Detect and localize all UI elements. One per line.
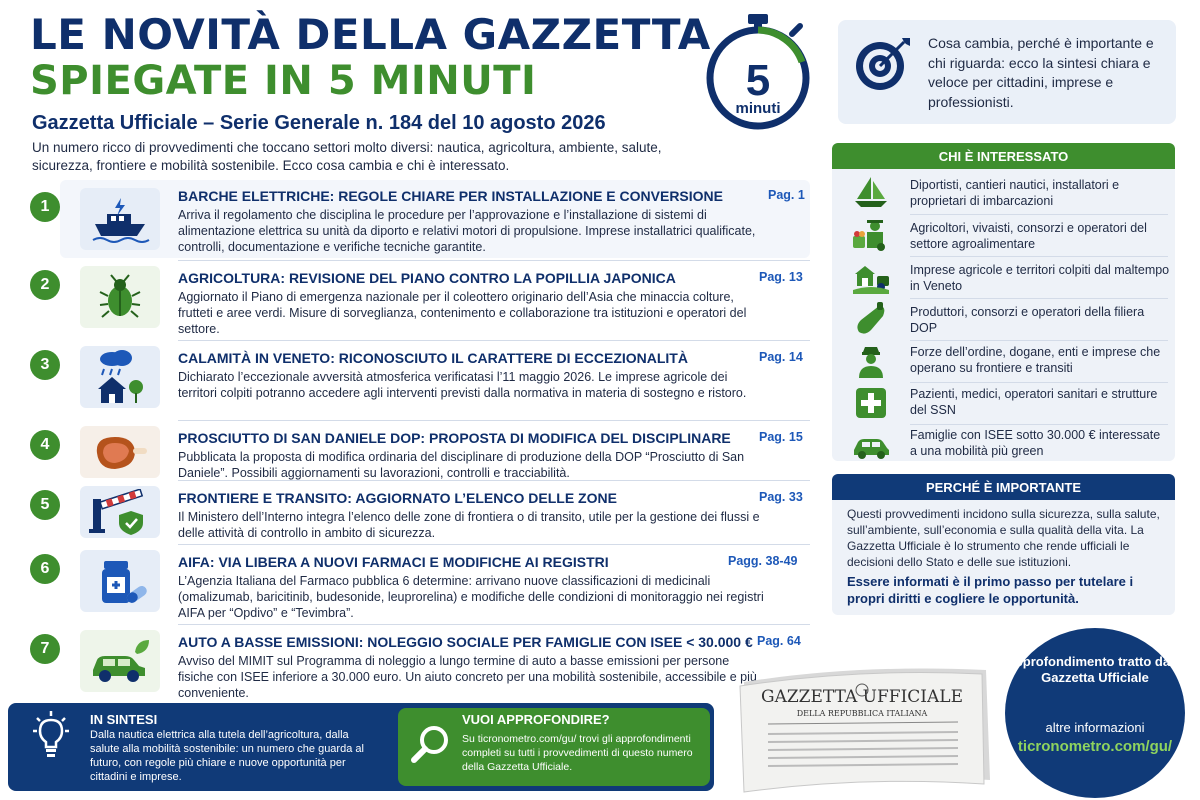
importance-text: Questi provvedimenti incidono sulla sicurezza, sulla salute, sull’ambiente, sull’economia e sulla qualità della vita. La Gazzetta Ufficiale è lo strumento che rende ufficiali le decisioni dello Stato e delle sue istituzioni. [847, 507, 1160, 569]
divider [178, 340, 810, 341]
importance-highlight: Essere informati è il primo passo per tutelare i propri diritti e cogliere le opportunità. [847, 574, 1134, 606]
item-description: Aggiornato il Piano di emergenza nazionale per il coleottero originario dell’Asia che minaccia colture, frutteti e aree verdi. Misure di sorveglianza, contenimento e collaborazione tra istituzioni e operatori del settore. [178, 290, 747, 336]
item-number: 4 [30, 430, 60, 460]
list-item [30, 424, 810, 482]
newspaper-image [738, 660, 998, 795]
audience-item [832, 340, 1175, 380]
medical-cross-icon [850, 385, 892, 421]
learn-more-text[interactable]: Su ticronometro.com/gu/ trovi gli approfondimenti completi su tutti i provvedimenti di questo numero della Gazzetta Ufficiale. [462, 733, 693, 773]
main-title-line2: SPIEGATE IN 5 MINUTI [30, 58, 537, 104]
farm-icon [850, 259, 892, 295]
item-number: 6 [30, 554, 60, 584]
item-description: Dichiarato l’eccezionale avversità atmosferica verificatasi l’11 maggio 2026. Le imprese agricole dei territori colpiti potranno accedere agli interventi previsti dalla normativa in materia di sostegno e ristoro. [178, 370, 747, 400]
list-item [30, 344, 810, 418]
storm-house-icon [80, 346, 160, 408]
item-number: 3 [30, 350, 60, 380]
ham-icon [80, 426, 160, 478]
item-page-link[interactable]: Pag. 15 [759, 430, 803, 444]
divider [178, 624, 810, 625]
audience-text: Forze dell’ordine, dogane, enti e imprese che operano su frontiere e transiti [910, 345, 1161, 375]
divider [910, 340, 1168, 341]
item-number: 2 [30, 270, 60, 300]
audience-text: Pazienti, medici, operatori sanitari e strutture del SSN [910, 387, 1158, 417]
summary-title: IN SINTESI [90, 712, 158, 727]
car-icon [850, 427, 892, 463]
item-description: Il Ministero dell’Interno integra l’elenco delle zone di frontiera o di transito, utile per la gestione dei flussi e delle attività di controllo in ambito di sicurezza. [178, 510, 760, 540]
intro-text: Un numero ricco di provvedimenti che toccano settori molto diversi: nautica, agricoltura, ambiente, salute, sicurezza, frontiere e mobilità sostenibile. Ecco cosa cambia e chi è interessato. [32, 140, 662, 173]
audience-item [832, 382, 1175, 422]
item-title: AUTO A BASSE EMISSIONI: NOLEGGIO SOCIALE PER FAMIGLIE CON ISEE < 30.000 € [178, 634, 753, 650]
item-page-link[interactable]: Pagg. 38-49 [728, 554, 798, 568]
item-description: Avviso del MIMIT sul Programma di noleggio a lungo termine di auto a basse emissioni per persone fisiche con ISEE inferiore a 30.000 euro. Un aiuto concreto per una mobilità sostenibile, accessibile e più conveniente. [178, 654, 757, 700]
issue-subtitle: Gazzetta Ufficiale – Serie Generale n. 184 del 10 agosto 2026 [32, 112, 606, 134]
divider [910, 424, 1168, 425]
website-link[interactable]: ticronometro.com/gu/ [1017, 738, 1173, 755]
item-page-link[interactable]: Pag. 14 [759, 350, 803, 364]
audience-text: Imprese agricole e territori colpiti dal maltempo in Veneto [910, 263, 1170, 293]
list-item [30, 630, 810, 700]
newspaper-masthead: GAZZETTA UFFICIALE [761, 687, 963, 707]
audience-text: Famiglie con ISEE sotto 30.000 € interessate a una mobilità più green [910, 428, 1161, 458]
main-title-line1: LE NOVITÀ DELLA GAZZETTA [30, 10, 711, 59]
intro-box-text: Cosa cambia, perché è importante e chi riguarda: ecco la sintesi chiara e veloce per cittadini, imprese e professionisti. [928, 35, 1154, 110]
summary-text: Dalla nautica elettrica alla tutela dell’agricoltura, dalla salute alla mobilità sostenibile: un numero che guarda al futuro, con regole più chiare e nuove opportunità per cittadini e imprese. [90, 729, 364, 783]
divider [910, 256, 1168, 257]
divider [178, 260, 810, 261]
list-item [30, 486, 810, 542]
item-title: AGRICOLTURA: REVISIONE DEL PIANO CONTRO LA POPILLIA JAPONICA [178, 270, 676, 286]
more-info-label: altre informazioni [1045, 720, 1145, 735]
item-number: 5 [30, 490, 60, 520]
medicine-icon [80, 550, 160, 612]
learn-more-title: VUOI APPROFONDIRE? [462, 712, 610, 727]
list-item [30, 180, 810, 258]
audience-item [832, 256, 1175, 296]
audience-item [832, 214, 1175, 254]
audience-text: Agricoltori, vivaisti, consorzi e operatori del settore agroalimentare [910, 221, 1147, 251]
barrier-shield-icon [80, 486, 160, 538]
item-title: CALAMITÀ IN VENETO: RICONOSCIUTO IL CARATTERE DI ECCEZIONALITÀ [178, 350, 688, 366]
audience-item [832, 298, 1175, 338]
divider [178, 544, 810, 545]
stopwatch-unit: minuti [735, 100, 781, 117]
item-number: 7 [30, 634, 60, 664]
lightbulb-icon [28, 710, 74, 760]
search-icon [406, 720, 456, 770]
item-page-link[interactable]: Pag. 13 [759, 270, 803, 284]
item-title: PROSCIUTTO DI SAN DANIELE DOP: PROPOSTA DI MODIFICA DEL DISCIPLINARE [178, 430, 731, 446]
item-number: 1 [30, 192, 60, 222]
divider [178, 420, 810, 421]
item-page-link[interactable]: Pag. 64 [757, 634, 801, 648]
item-description: L’Agenzia Italiana del Farmaco pubblica 6 determine: arrivano nuove classificazioni di medicinali (omalizumab, baricitinib, budesonide, leuprorelina) e modifiche delle condizioni di monitoraggio nei registri AIFA per “Opdivo” e “Tevimbra”. [178, 574, 764, 620]
newspaper-subtitle: DELLA REPUBBLICA ITALIANA [796, 709, 928, 718]
audience-panel-title: CHI È INTERESSATO [832, 143, 1175, 169]
importance-panel-title: PERCHÉ È IMPORTANTE [832, 474, 1175, 500]
sailboat-icon [850, 174, 892, 210]
divider [910, 214, 1168, 215]
divider [910, 298, 1168, 299]
target-icon [852, 34, 914, 96]
audience-item [832, 172, 1175, 212]
item-title: AIFA: VIA LIBERA A NUOVI FARMACI E MODIFICHE AI REGISTRI [178, 554, 609, 570]
item-page-link[interactable]: Pag. 33 [759, 490, 803, 504]
item-title: BARCHE ELETTRICHE: REGOLE CHIARE PER INSTALLAZIONE E CONVERSIONE [178, 188, 723, 204]
divider [178, 480, 810, 481]
green-car-icon [80, 630, 160, 692]
list-item [30, 550, 810, 624]
audience-text: Produttori, consorzi e operatori della filiera DOP [910, 305, 1145, 335]
boat-icon [80, 188, 160, 250]
beetle-icon [80, 266, 160, 328]
stopwatch-number: 5 [745, 56, 771, 105]
list-item [30, 264, 810, 338]
stopwatch-icon [698, 12, 818, 132]
ham-leg-icon [850, 301, 892, 337]
source-badge-text: Approfondimento tratto dalla Gazzetta Ufficiale [1005, 654, 1185, 685]
audience-text: Diportisti, cantieri nautici, installatori e proprietari di imbarcazioni [910, 178, 1120, 208]
item-description: Arriva il regolamento che disciplina le procedure per l’approvazione e l’installazione di sistemi di alimentazione elettrica su unità da diporto e relativi motori di propulsione. Imprese installatrici qualificate, controlli, documentazione e verifiche tecniche garantite. [178, 208, 756, 254]
item-title: FRONTIERE E TRANSITO: AGGIORNATO L’ELENCO DELLE ZONE [178, 490, 617, 506]
item-page-link[interactable]: Pag. 1 [768, 188, 805, 202]
officer-icon [850, 343, 892, 379]
farmer-icon [850, 217, 892, 253]
audience-item [832, 424, 1175, 462]
item-description: Pubblicata la proposta di modifica ordinaria del disciplinare di produzione della DOP “Prosciutto di San Daniele”. Possibili aggiornamenti su lavorazioni, controlli e tracciabilità. [178, 450, 745, 480]
divider [910, 382, 1168, 383]
